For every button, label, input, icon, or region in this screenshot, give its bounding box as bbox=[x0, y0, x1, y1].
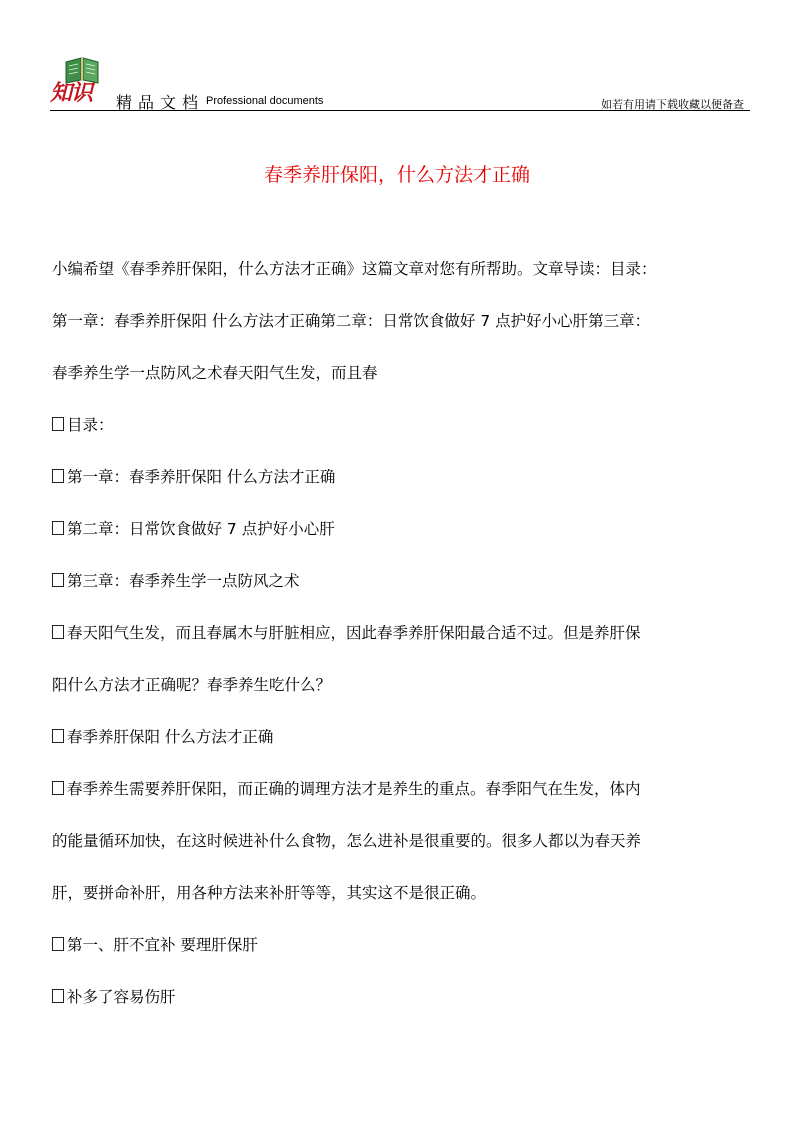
bullet-paragraph bbox=[52, 607, 772, 659]
paragraph-text: 第二章：日常饮食做好 7 点护好小心肝 bbox=[67, 520, 335, 538]
checkbox-glyph-icon bbox=[52, 521, 64, 535]
bullet-paragraph bbox=[52, 451, 772, 503]
header-divider bbox=[50, 110, 750, 111]
paragraph-text: 春季养生学一点防风之术春天阳气生发，而且春 bbox=[52, 364, 378, 382]
logo-text: 知识 bbox=[50, 80, 93, 106]
bullet-paragraph bbox=[52, 555, 772, 607]
body-text-line bbox=[52, 659, 772, 711]
bullet-paragraph bbox=[52, 971, 772, 1023]
paragraph-text: 目录： bbox=[67, 416, 114, 434]
paragraph-text: 第一章：春季养肝保阳 什么方法才正确 bbox=[67, 468, 336, 486]
paragraph-text: 肝，要拼命补肝，用各种方法来补肝等等，其实这不是很正确。 bbox=[52, 884, 487, 902]
document-body bbox=[52, 243, 772, 1023]
bullet-paragraph bbox=[52, 763, 772, 815]
checkbox-glyph-icon bbox=[52, 729, 64, 743]
bullet-paragraph bbox=[52, 919, 772, 971]
paragraph-text: 春天阳气生发，而且春属木与肝脏相应，因此春季养肝保阳最合适不过。但是养肝保 bbox=[67, 624, 641, 642]
logo bbox=[50, 52, 110, 108]
checkbox-glyph-icon bbox=[52, 989, 64, 1003]
checkbox-glyph-icon bbox=[52, 573, 64, 587]
bullet-paragraph bbox=[52, 503, 772, 555]
paragraph-text: 春季养肝保阳 什么方法才正确 bbox=[67, 728, 274, 746]
checkbox-glyph-icon bbox=[52, 781, 64, 795]
paragraph-text: 小编希望《春季养肝保阳，什么方法才正确》这篇文章对您有所帮助。文章导读：目录： bbox=[52, 260, 657, 278]
brand-tagline: Professional documents bbox=[206, 95, 324, 107]
paragraph-text: 第一、肝不宜补 要理肝保肝 bbox=[67, 936, 258, 954]
body-text-line bbox=[52, 815, 772, 867]
body-text-line bbox=[52, 347, 772, 399]
paragraph-text: 第三章：春季养生学一点防风之术 bbox=[67, 572, 300, 590]
body-text-line bbox=[52, 243, 772, 295]
checkbox-glyph-icon bbox=[52, 937, 64, 951]
page-header bbox=[50, 52, 750, 112]
body-text-line bbox=[52, 867, 772, 919]
paragraph-text: 春季养生需要养肝保阳，而正确的调理方法才是养生的重点。春季阳气在生发，体内 bbox=[67, 780, 641, 798]
header-note: 如若有用请下载收藏以便备查 bbox=[601, 98, 744, 111]
paragraph-text: 阳什么方法才正确呢？春季养生吃什么？ bbox=[52, 676, 332, 694]
paragraph-text: 补多了容易伤肝 bbox=[67, 988, 176, 1006]
body-text-line bbox=[52, 295, 772, 347]
checkbox-glyph-icon bbox=[52, 625, 64, 639]
paragraph-text: 第一章：春季养肝保阳 什么方法才正确第二章：日常饮食做好 7 点护好小心肝第三章： bbox=[52, 312, 651, 330]
document-title: 春季养肝保阳，什么方法才正确 bbox=[263, 164, 530, 186]
bullet-paragraph bbox=[52, 711, 772, 763]
bullet-paragraph bbox=[52, 399, 772, 451]
checkbox-glyph-icon bbox=[52, 417, 64, 431]
brand-name: 精品文档 bbox=[116, 93, 205, 112]
paragraph-text: 的能量循环加快，在这时候进补什么食物，怎么进补是很重要的。很多人都以为春天养 bbox=[52, 832, 642, 850]
checkbox-glyph-icon bbox=[52, 469, 64, 483]
